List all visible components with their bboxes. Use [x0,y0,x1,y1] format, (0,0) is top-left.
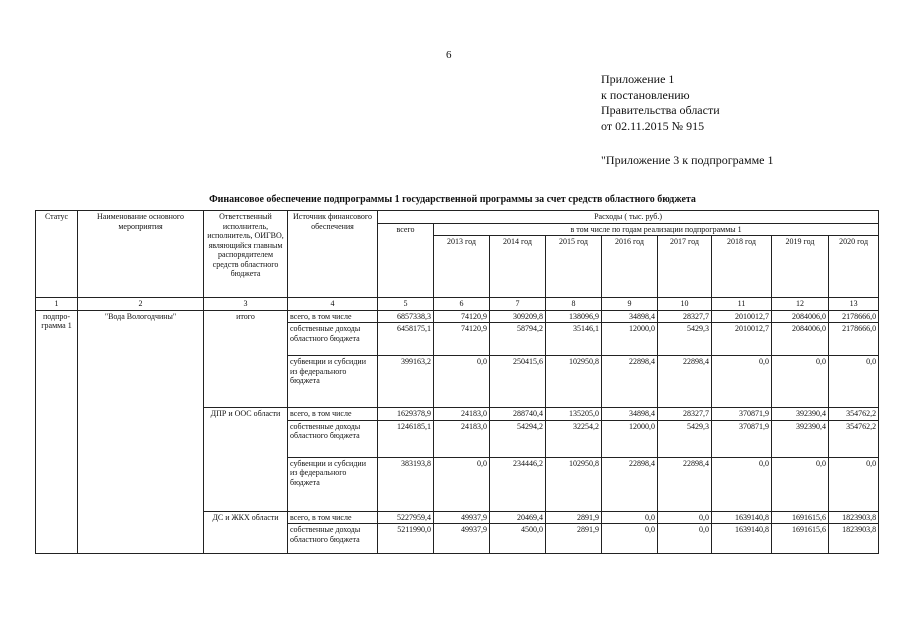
value-cell: 0,0 [602,524,658,554]
value-cell: 2084006,0 [772,323,829,356]
value-cell: 28327,7 [658,408,712,421]
column-number: 7 [490,298,546,311]
source-cell: собственные доходы областного бюджета [288,420,378,457]
value-cell: 22898,4 [658,457,712,511]
value-cell: 370871,9 [712,408,772,421]
value-cell: 0,0 [658,524,712,554]
value-cell: 5429,3 [658,323,712,356]
source-cell: субвенции и субсидии из федерального бюджета [288,356,378,408]
header-year: 2015 год [546,236,602,298]
financing-table [35,210,879,554]
column-number: 13 [829,298,879,311]
source-cell: всего, в том числе [288,408,378,421]
header-source: Источник финансового обеспечения [288,211,378,298]
value-cell: 2084006,0 [772,310,829,323]
column-numbers-row [36,298,879,311]
source-cell: собственные доходы областного бюджета [288,524,378,554]
value-cell: 6857338,3 [378,310,434,323]
header-year: 2018 год [712,236,772,298]
value-cell: 6458175,1 [378,323,434,356]
column-number: 2 [78,298,204,311]
value-cell: 12000,0 [602,420,658,457]
value-cell: 1639140,8 [712,511,772,524]
value-cell: 102950,8 [546,356,602,408]
value-cell: 2891,9 [546,524,602,554]
value-cell: 0,0 [829,356,879,408]
appendix-line: от 02.11.2015 № 915 [601,118,705,133]
header-executor: Ответственный исполнитель, исполнитель, ОИГВО, являющийся главным распорядителем средств областного бюджета [204,211,288,298]
column-number: 1 [36,298,78,311]
header-name: Наименование основного мероприятия [78,211,204,298]
value-cell: 0,0 [434,457,490,511]
value-cell: 34898,4 [602,310,658,323]
value-cell: 234446,2 [490,457,546,511]
appendix-line: Приложение 1 [601,72,675,86]
source-cell: всего, в том числе [288,511,378,524]
value-cell: 392390,4 [772,420,829,457]
value-cell: 0,0 [829,457,879,511]
value-cell: 2178666,0 [829,323,879,356]
value-cell: 0,0 [772,356,829,408]
value-cell: 0,0 [772,457,829,511]
value-cell: 35146,1 [546,323,602,356]
value-cell: 392390,4 [772,408,829,421]
header-expenses: Расходы ( тыс. руб.) [378,211,879,224]
value-cell: 288740,4 [490,408,546,421]
value-cell: 135205,0 [546,408,602,421]
value-cell: 22898,4 [602,457,658,511]
value-cell: 22898,4 [658,356,712,408]
executor-cell: ДПР и ООС области [204,408,288,512]
value-cell: 20469,4 [490,511,546,524]
appendix-line: к постановлению [601,87,690,102]
value-cell: 49937,9 [434,524,490,554]
column-number: 12 [772,298,829,311]
appendix-reference: "Приложение 3 к подпрограмме 1 [601,153,774,167]
value-cell: 399163,2 [378,356,434,408]
column-number: 11 [712,298,772,311]
header-total: всего [378,223,434,298]
value-cell: 2010012,7 [712,323,772,356]
appendix-line: Правительства области [601,103,720,117]
header-year: 2013 год [434,236,490,298]
value-cell: 1823903,8 [829,524,879,554]
header-year: 2017 год [658,236,712,298]
value-cell: 2010012,7 [712,310,772,323]
value-cell: 34898,4 [602,408,658,421]
value-cell: 1823903,8 [829,511,879,524]
value-cell: 370871,9 [712,420,772,457]
header-year: 2016 год [602,236,658,298]
value-cell: 1246185,1 [378,420,434,457]
value-cell: 0,0 [712,457,772,511]
value-cell: 4500,0 [490,524,546,554]
column-number: 9 [602,298,658,311]
value-cell: 2178666,0 [829,310,879,323]
value-cell: 22898,4 [602,356,658,408]
value-cell: 32254,2 [546,420,602,457]
value-cell: 2891,9 [546,511,602,524]
header-year: 2020 год [829,236,879,298]
value-cell: 309209,8 [490,310,546,323]
value-cell: 5429,3 [658,420,712,457]
source-cell: субвенции и субсидии из федерального бюджета [288,457,378,511]
status-cell: подпро-грамма 1 [36,310,78,554]
value-cell: 74120,9 [434,323,490,356]
value-cell: 24183,0 [434,420,490,457]
header-status: Статус [36,211,78,298]
value-cell: 58794,2 [490,323,546,356]
value-cell: 5211990,0 [378,524,434,554]
value-cell: 250415,6 [490,356,546,408]
document-title: Финансовое обеспечение подпрограммы 1 государственной программы за счет средств областного бюджета [209,194,696,205]
value-cell: 1691615,6 [772,524,829,554]
header-year: 2014 год [490,236,546,298]
source-cell: всего, в том числе [288,310,378,323]
column-number: 5 [378,298,434,311]
value-cell: 383193,8 [378,457,434,511]
value-cell: 0,0 [434,356,490,408]
column-number: 6 [434,298,490,311]
value-cell: 74120,9 [434,310,490,323]
value-cell: 49937,9 [434,511,490,524]
value-cell: 1639140,8 [712,524,772,554]
column-number: 10 [658,298,712,311]
value-cell: 1691615,6 [772,511,829,524]
executor-cell: ДС и ЖКХ области [204,511,288,554]
value-cell: 354762,2 [829,408,879,421]
value-cell: 138096,9 [546,310,602,323]
value-cell: 354762,2 [829,420,879,457]
column-number: 3 [204,298,288,311]
value-cell: 24183,0 [434,408,490,421]
page-number: 6 [446,49,452,61]
value-cell: 0,0 [712,356,772,408]
column-number: 4 [288,298,378,311]
appendix-block [601,72,720,134]
value-cell: 5227959,4 [378,511,434,524]
header-by-years: в том числе по годам реализации подпрограммы 1 [434,223,879,236]
value-cell: 1629378,9 [378,408,434,421]
value-cell: 0,0 [658,511,712,524]
value-cell: 102950,8 [546,457,602,511]
value-cell: 12000,0 [602,323,658,356]
measure-name-cell: "Вода Вологодчины" [78,310,204,554]
source-cell: собственные доходы областного бюджета [288,323,378,356]
executor-cell: итого [204,310,288,408]
table-row [36,310,879,323]
column-number: 8 [546,298,602,311]
header-year: 2019 год [772,236,829,298]
value-cell: 54294,2 [490,420,546,457]
value-cell: 0,0 [602,511,658,524]
value-cell: 28327,7 [658,310,712,323]
